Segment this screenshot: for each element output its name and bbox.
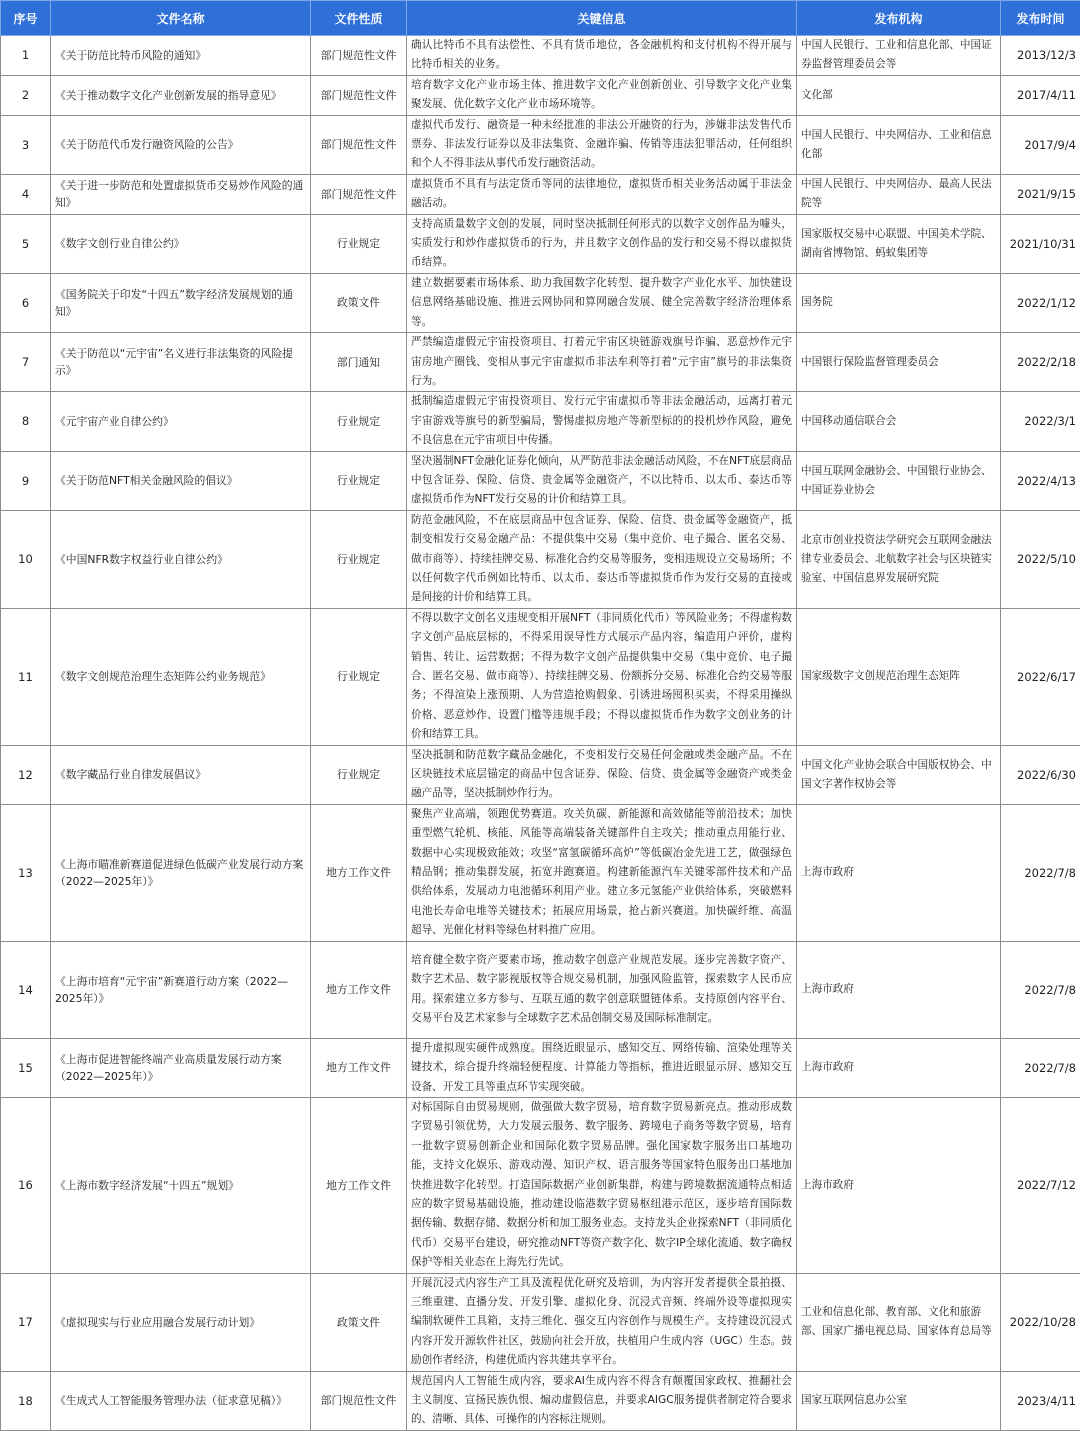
row-key-info: 建立数据要素市场体系、助力我国数字化转型、提升数字产业化水平、加快建设信息网络基础设施、推进云网协同和算网融合发展、健全完善数字经济治理体系等。 — [407, 273, 797, 332]
row-file-nature: 政策文件 — [311, 1273, 407, 1371]
row-file-name: 《上海市瞄准新赛道促进绿色低碳产业发展行动方案（2022—2025年）》 — [51, 804, 311, 941]
row-issue-date: 2021/9/15 — [1001, 174, 1080, 214]
row-key-info: 开展沉浸式内容生产工具及流程优化研究及培训，为内容开发者提供全景拍摄、三维重建、直播分发、开发引擎、虚拟化身、沉浸式音频、终端外设等虚拟现实编制软硬件工具箱，支持三维化、强交互内容创作与规模生产。支持建设沉浸式内容开发开源软件社区，鼓励向社会开放，扶植用户生成内容（UGC）生态。鼓励创作者经济，构建优质内容共建共享平台。 — [407, 1273, 797, 1371]
row-issue-date: 2022/6/17 — [1001, 608, 1080, 745]
row-seq: 9 — [1, 451, 51, 510]
row-seq: 18 — [1, 1371, 51, 1430]
row-file-name: 《数字文创规范治理生态矩阵公约业务规范》 — [51, 608, 311, 745]
header-date: 发布时间 — [1001, 1, 1080, 36]
row-file-name: 《关于防范代币发行融资风险的公告》 — [51, 115, 311, 174]
table-row — [1, 174, 1080, 214]
row-file-nature: 行业规定 — [311, 214, 407, 273]
row-issuer: 国务院 — [797, 273, 1001, 332]
row-issuer: 中国人民银行、中央网信办、最高人民法院等 — [797, 174, 1001, 214]
table-row — [1, 75, 1080, 115]
row-key-info: 聚焦产业高端，领跑优势赛道。攻关负碳、新能源和高效储能等前沿技术；加快重型燃气轮机、核能、风能等高端装备关键部件自主攻关；推动重点用能行业、数据中心实现极致能效；攻坚“富氢碳循环高炉”等低碳冶金先进工艺，做强绿色精品钢；推动集群发展，拓宽并跑赛道。构建新能源汽车关键零部件技术和产品供给体系，发展动力电池循环利用产业。建立多元氢能产业供给体系，突破燃料电池长寿命电堆等关键技术；拓展应用场景，抢占新兴赛道。加快碳纤维、高温超导、光催化材料等绿色材料推广应用。 — [407, 804, 797, 941]
row-key-info: 虚拟货币不具有与法定货币等同的法律地位，虚拟货币相关业务活动属于非法金融活动。 — [407, 174, 797, 214]
row-issuer: 上海市政府 — [797, 1038, 1001, 1097]
row-seq: 16 — [1, 1097, 51, 1273]
table-header-row — [1, 1, 1080, 36]
row-issue-date: 2022/7/8 — [1001, 804, 1080, 941]
row-issue-date: 2021/10/31 — [1001, 214, 1080, 273]
row-issuer: 上海市政府 — [797, 804, 1001, 941]
header-org: 发布机构 — [797, 1, 1001, 36]
row-seq: 13 — [1, 804, 51, 941]
row-key-info: 虚拟代币发行、融资是一种未经批准的非法公开融资的行为，涉嫌非法发售代币票券、非法发行证券以及非法集资、金融诈骗、传销等违法犯罪活动，任何组织和个人不得非法从事代币发行融资活动。 — [407, 115, 797, 174]
row-seq: 8 — [1, 392, 51, 451]
row-seq: 11 — [1, 608, 51, 745]
table-row — [1, 36, 1080, 76]
table-row — [1, 1273, 1080, 1371]
row-issuer: 国家级数字文创规范治理生态矩阵 — [797, 608, 1001, 745]
row-seq: 17 — [1, 1273, 51, 1371]
row-seq: 5 — [1, 214, 51, 273]
row-file-name: 《元宇宙产业自律公约》 — [51, 392, 311, 451]
table-row — [1, 214, 1080, 273]
row-key-info: 支持高质量数字文创的发展，同时坚决抵制任何形式的以数字文创作品为噱头，实质发行和炒作虚拟货币的行为，并且数字文创作品的发行和交易不得以虚拟货币结算。 — [407, 214, 797, 273]
row-file-name: 《数字文创行业自律公约》 — [51, 214, 311, 273]
row-key-info: 坚决抵制和防范数字藏品金融化，不变相发行交易任何金融或类金融产品。不在区块链技术底层锚定的商品中包含证券、保险、信贷、贵金属等金融资产或类金融产品等，坚决抵制炒作行为。 — [407, 745, 797, 804]
row-issue-date: 2022/5/10 — [1001, 510, 1080, 608]
row-key-info: 规范国内人工智能生成内容，要求AI生成内容不得含有颠覆国家政权、推翻社会主义制度、宣扬民族仇恨、煽动虚假信息，并要求AIGC服务提供者制定符合要求的、清晰、具体、可操作的内容标注规则。 — [407, 1371, 797, 1430]
row-key-info: 培育健全数字资产要素市场，推动数字创意产业规范发展。逐步完善数字资产、数字艺术品、数字影视版权等合规交易机制，加强风险监管，探索数字人民币应用。探索建立多方参与、互联互通的数字创意联盟链体系。支持原创内容平台、交易平台及艺术家参与全球数字艺术品创制交易及国际标准制定。 — [407, 941, 797, 1038]
table-row — [1, 115, 1080, 174]
row-key-info: 防范金融风险，不在底层商品中包含证券、保险、信贷、贵金属等金融资产，抵制变相发行交易金融产品：不提供集中交易（集中竞价、电子撮合、匿名交易、做市商等）、持续挂牌交易、标准化合约交易等服务，变相违规设立交易场所；不以任何数字代币例如比特币、以太币、泰达币等虚拟货币作为发行交易的直接或是间接的计价和结算工具。 — [407, 510, 797, 608]
row-file-name: 《关于推动数字文化产业创新发展的指导意见》 — [51, 75, 311, 115]
table-row — [1, 1371, 1080, 1430]
header-info: 关键信息 — [407, 1, 797, 36]
row-issue-date: 2022/7/8 — [1001, 941, 1080, 1038]
row-issuer: 文化部 — [797, 75, 1001, 115]
row-file-name: 《上海市数字经济发展“十四五”规划》 — [51, 1097, 311, 1273]
row-file-nature: 地方工作文件 — [311, 1097, 407, 1273]
row-issuer: 国家互联网信息办公室 — [797, 1371, 1001, 1430]
row-file-name: 《数字藏品行业自律发展倡议》 — [51, 745, 311, 804]
row-file-nature: 部门规范性文件 — [311, 174, 407, 214]
row-file-nature: 部门规范性文件 — [311, 1371, 407, 1430]
row-file-name: 《关于防范比特币风险的通知》 — [51, 36, 311, 76]
row-issuer: 中国人民银行、工业和信息化部、中国证券监督管理委员会等 — [797, 36, 1001, 76]
row-key-info: 不得以数字文创名义违规变相开展NFT（非同质化代币）等风险业务；不得虚构数字文创产品底层标的，不得采用误导性方式展示产品内容，编造用户评价，虚构销售、转让、运营数据；不得为数字文创产品提供集中交易（集中竞价、电子撮合、匿名交易、做市商等）、持续挂牌交易、份额拆分交易、标准化合约交易等服务；不得渲染上涨预期、人为营造抢购假象、引诱进场囤积买卖，不得采用操纵价格、恶意炒作、设置门槛等违规手段；不得以虚拟货币作为数字文创业务的计价和结算工具。 — [407, 608, 797, 745]
row-seq: 3 — [1, 115, 51, 174]
row-issuer: 上海市政府 — [797, 941, 1001, 1038]
row-seq: 1 — [1, 36, 51, 76]
row-issue-date: 2022/3/1 — [1001, 392, 1080, 451]
row-issuer: 中国人民银行、中央网信办、工业和信息化部 — [797, 115, 1001, 174]
row-key-info: 对标国际自由贸易规则，做强做大数字贸易，培育数字贸易新亮点。推动形成数字贸易引领优势，大力发展云服务、数字服务、跨境电子商务等数字贸易，培育一批数字贸易创新企业和国际化数字贸易品牌。强化国家数字服务出口基地功能，支持文化娱乐、游戏动漫、知识产权、语言服务等国家特色服务出口基地加快推进数字化转型。打造国际数据产业创新集群，构建与跨境数据流通特点相适应的数字贸易基础设施，推动建设临港数字贸易枢纽港示范区，逐步培育国际数据传输、数据存储、数据分析和加工服务业态。支持龙头企业探索NFT（非同质化代币）交易平台建设，研究推动NFT等资产数字化、数字IP全球化流通、数字确权保护等相关业态在上海先行先试。 — [407, 1097, 797, 1273]
row-file-nature: 部门规范性文件 — [311, 75, 407, 115]
row-seq: 10 — [1, 510, 51, 608]
row-issuer: 中国文化产业协会联合中国版权协会、中国文字著作权协会等 — [797, 745, 1001, 804]
row-file-name: 《生成式人工智能服务管理办法（征求意见稿）》 — [51, 1371, 311, 1430]
row-issue-date: 2022/7/12 — [1001, 1097, 1080, 1273]
row-key-info: 严禁编造虚假元宇宙投资项目、打着元宇宙区块链游戏旗号诈骗、恶意炒作元宇宙房地产圈钱、变相从事元宇宙虚拟币非法牟利等打着“元宇宙”旗号的非法集资行为。 — [407, 333, 797, 392]
row-file-nature: 部门规范性文件 — [311, 115, 407, 174]
row-seq: 2 — [1, 75, 51, 115]
row-seq: 15 — [1, 1038, 51, 1097]
row-file-name: 《虚拟现实与行业应用融合发展行动计划》 — [51, 1273, 311, 1371]
row-file-name: 《国务院关于印发“十四五”数字经济发展规划的通知》 — [51, 273, 311, 332]
row-file-nature: 部门规范性文件 — [311, 36, 407, 76]
header-nature: 文件性质 — [311, 1, 407, 36]
row-file-name: 《上海市培育“元宇宙”新赛道行动方案（2022—2025年）》 — [51, 941, 311, 1038]
row-issuer: 北京市创业投资法学研究会互联网金融法律专业委员会、北航数字社会与区块链实验室、中国信息界发展研究院 — [797, 510, 1001, 608]
table-row — [1, 745, 1080, 804]
header-seq: 序号 — [1, 1, 51, 36]
row-file-name: 《关于防范NFT相关金融风险的倡议》 — [51, 451, 311, 510]
row-issuer: 上海市政府 — [797, 1097, 1001, 1273]
row-issue-date: 2013/12/3 — [1001, 36, 1080, 76]
table-row — [1, 333, 1080, 392]
table-row — [1, 941, 1080, 1038]
row-key-info: 提升虚拟现实硬件成熟度。围绕近眼显示、感知交互、网络传输、渲染处理等关键技术，综合提升终端轻便程度、计算能力等指标，推进近眼显示屏、感知交互设备、开发工具等重点环节实现突破。 — [407, 1038, 797, 1097]
row-file-name: 《关于防范以“元宇宙”名义进行非法集资的风险提示》 — [51, 333, 311, 392]
table-row — [1, 510, 1080, 608]
row-file-name: 《上海市促进智能终端产业高质量发展行动方案（2022—2025年）》 — [51, 1038, 311, 1097]
row-seq: 7 — [1, 333, 51, 392]
row-seq: 12 — [1, 745, 51, 804]
row-key-info: 确认比特币不具有法偿性、不具有货币地位，各金融机构和支付机构不得开展与比特币相关的业务。 — [407, 36, 797, 76]
row-file-nature: 行业规定 — [311, 510, 407, 608]
row-issue-date: 2022/1/12 — [1001, 273, 1080, 332]
table-row — [1, 804, 1080, 941]
row-seq: 14 — [1, 941, 51, 1038]
row-file-name: 《中国NFR数字权益行业自律公约》 — [51, 510, 311, 608]
row-file-nature: 行业规定 — [311, 608, 407, 745]
table-row — [1, 1097, 1080, 1273]
row-issuer: 中国移动通信联合会 — [797, 392, 1001, 451]
row-file-nature: 地方工作文件 — [311, 941, 407, 1038]
row-file-nature: 行业规定 — [311, 392, 407, 451]
row-file-nature: 部门通知 — [311, 333, 407, 392]
row-issue-date: 2022/2/18 — [1001, 333, 1080, 392]
table-row — [1, 608, 1080, 745]
row-file-nature: 行业规定 — [311, 745, 407, 804]
row-issuer: 国家版权交易中心联盟、中国美术学院、湖南省博物馆、蚂蚁集团等 — [797, 214, 1001, 273]
row-key-info: 抵制编造虚假元宇宙投资项目、发行元宇宙虚拟币等非法金融活动，远离打着元宇宙游戏等旗号的新型骗局，警惕虚拟房地产等新型标的的投机炒作风险，避免不良信息在元宇宙项目中传播。 — [407, 392, 797, 451]
row-issue-date: 2017/9/4 — [1001, 115, 1080, 174]
row-key-info: 培育数字文化产业市场主体、推进数字文化产业创新创业、引导数字文化产业集聚发展、优化数字文化产业市场环境等。 — [407, 75, 797, 115]
row-issue-date: 2023/4/11 — [1001, 1371, 1080, 1430]
row-file-name: 《关于进一步防范和处置虚拟货币交易炒作风险的通知》 — [51, 174, 311, 214]
row-issue-date: 2017/4/11 — [1001, 75, 1080, 115]
row-issuer: 中国银行保险监督管理委员会 — [797, 333, 1001, 392]
table-row — [1, 392, 1080, 451]
row-issue-date: 2022/7/8 — [1001, 1038, 1080, 1097]
table-row — [1, 1038, 1080, 1097]
row-seq: 6 — [1, 273, 51, 332]
row-issue-date: 2022/6/30 — [1001, 745, 1080, 804]
row-file-nature: 地方工作文件 — [311, 804, 407, 941]
row-issue-date: 2022/4/13 — [1001, 451, 1080, 510]
table-body — [1, 36, 1080, 1431]
row-issue-date: 2022/10/28 — [1001, 1273, 1080, 1371]
row-file-nature: 行业规定 — [311, 451, 407, 510]
row-key-info: 坚决遏制NFT金融化证券化倾向，从严防范非法金融活动风险，不在NFT底层商品中包含证券、保险、信贷、贵金属等金融资产，不以比特币、以太币、泰达币等虚拟货币作为NFT发行交易的计价和结算工具。 — [407, 451, 797, 510]
row-seq: 4 — [1, 174, 51, 214]
row-file-nature: 地方工作文件 — [311, 1038, 407, 1097]
row-issuer: 中国互联网金融协会、中国银行业协会、中国证券业协会 — [797, 451, 1001, 510]
header-name: 文件名称 — [51, 1, 311, 36]
table-row — [1, 451, 1080, 510]
table-row — [1, 273, 1080, 332]
row-file-nature: 政策文件 — [311, 273, 407, 332]
row-issuer: 工业和信息化部、教育部、文化和旅游部、国家广播电视总局、国家体育总局等 — [797, 1273, 1001, 1371]
